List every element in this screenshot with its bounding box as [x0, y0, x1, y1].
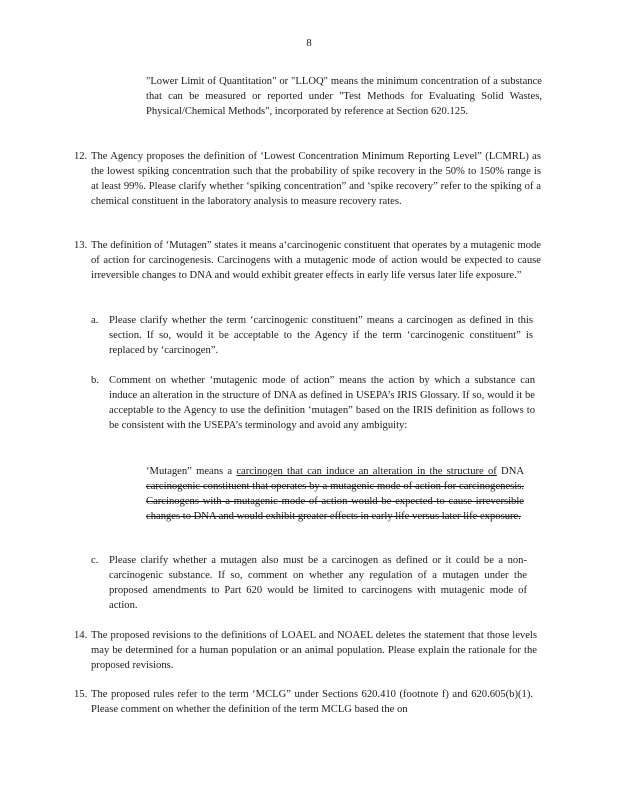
item-13b-text: Comment on whether ‘mutagenic mode of action” means the action by which a substance can induce an alteration in the structure of DNA as defined in USEPA’s IRIS Glossary. If so, would it be acceptable to the Agency to use the definition ‘mutagen” based on the IRIS definition as follows to be consistent with the USEPA’s terminology and avoid any ambiguity:	[109, 375, 535, 431]
definition-lead-2: DNA	[496, 466, 524, 477]
item-13-number: 13.	[74, 240, 88, 251]
proposed-mutagen-definition	[146, 464, 524, 524]
definition-lead: ‘Mutagen” means a	[146, 466, 237, 477]
item-14-number: 14.	[74, 630, 88, 641]
item-13c-text: Please clarify whether a mutagen also must be a carcinogen as defined or it could be a non-carcinogenic substance. If so, comment on whether any regulation of a mutagen under the proposed amendments to Part 620 would be limited to carcinogens with mutagenic mode of action.	[109, 555, 527, 611]
inserted-text: carcinogen that can induce an alteration in the structure of	[236, 466, 497, 477]
item-13a-text: Please clarify whether the term ‘carcinogenic constituent” means a carcinogen as defined in this section. If so, would it be acceptable to the Agency if the term ‘carcinogenic constituent” is replaced by ‘carcinogen”.	[109, 315, 533, 356]
item-12-number: 12.	[74, 151, 88, 162]
deleted-text: carcinogenic constituent that operates by a mutagenic mode of action for carcinogenesis. Carcinogens with a mutagenic mode of action would be expected to cause irreversible changes to DNA and would exhibit greater effects in early life versus later life exposure.	[146, 481, 524, 522]
item-13c-label: c.	[91, 555, 99, 566]
item-13b-label: b.	[91, 375, 99, 386]
item-15-text: The proposed rules refer to the term ‘MCLG” under Sections 620.410 (footnote f) and 620.605(b)(1). Please comment on whether the definition of the term MCLG based the on	[91, 689, 533, 715]
item-14-text: The proposed revisions to the definitions of LOAEL and NOAEL deletes the statement that those levels may be determined for a human population or an animal population. Please explain the rationale for the proposed revisions.	[91, 630, 537, 671]
item-13a-label: a.	[91, 315, 99, 326]
page-number: 8	[306, 37, 312, 49]
item-15-number: 15.	[74, 689, 88, 700]
item-13-text: The definition of ‘Mutagen” states it means a‘carcinogenic constituent that operates by a mutagenic mode of action for carcinogenesis. Carcinogens with a mutagenic mode of action would be expected to cause irreversible changes to DNA and would exhibit greater effects in early life versus later life exposure.”	[91, 240, 541, 281]
item-12-text: The Agency proposes the definition of ‘Lowest Concentration Minimum Reporting Level” (LCMRL) as the lowest spiking concentration such that the probability of spike recovery in the 50% to 150% range is at least 99%. Please clarify whether ‘spiking concentration” and ‘spike recovery” refer to the spiking of a chemical constituent in the laboratory analysis to measure recovery rates.	[91, 151, 541, 207]
lloq-definition: "Lower Limit of Quantitation" or "LLOQ" means the minimum concentration of a substance that can be measured or reported under "Test Methods for Evaluating Solid Wastes, Physical/Chemical Methods", incorporated by reference at Section 620.125.	[146, 76, 542, 117]
